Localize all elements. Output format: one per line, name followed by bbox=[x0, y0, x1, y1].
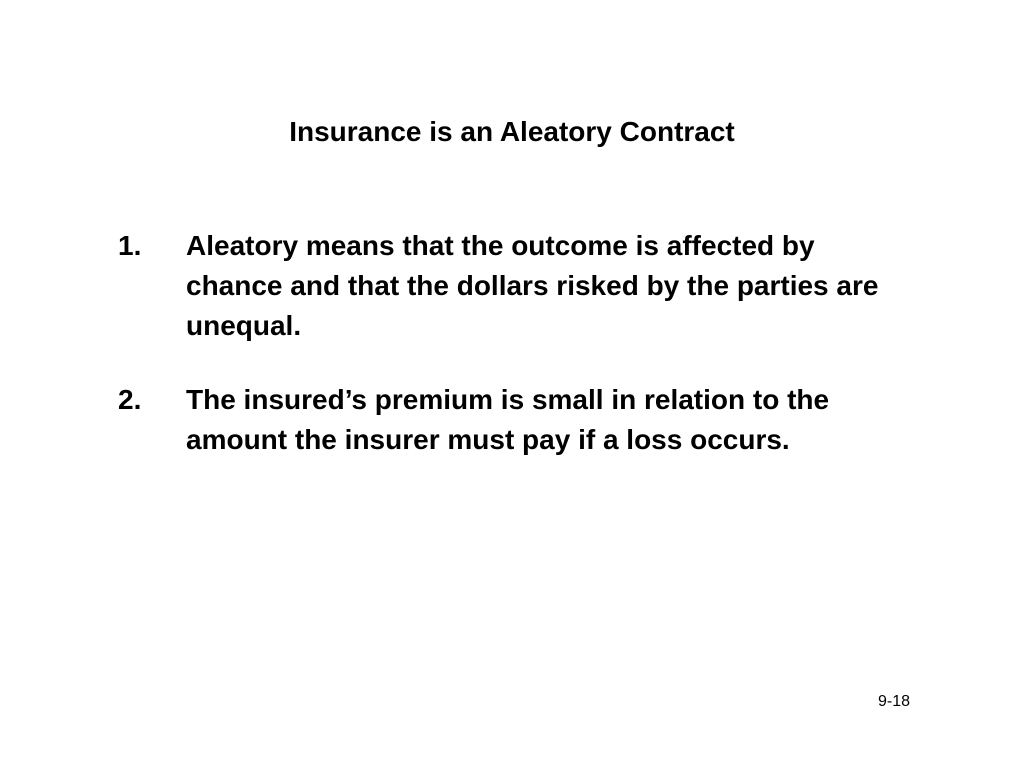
list-item bbox=[118, 380, 918, 460]
list-item-text: The insured’s premium is small in relation to the amount the insurer must pay if a loss occurs. bbox=[186, 384, 830, 455]
slide-title: Insurance is an Aleatory Contract bbox=[289, 116, 735, 147]
list-item-number: 2. bbox=[118, 384, 142, 415]
list-item-text: Aleatory means that the outcome is affected by chance and that the dollars risked by the parties are unequal. bbox=[186, 230, 879, 341]
list-item bbox=[118, 226, 918, 346]
slide-number: 9-18 bbox=[877, 693, 910, 710]
list-item-number: 1. bbox=[118, 230, 142, 261]
